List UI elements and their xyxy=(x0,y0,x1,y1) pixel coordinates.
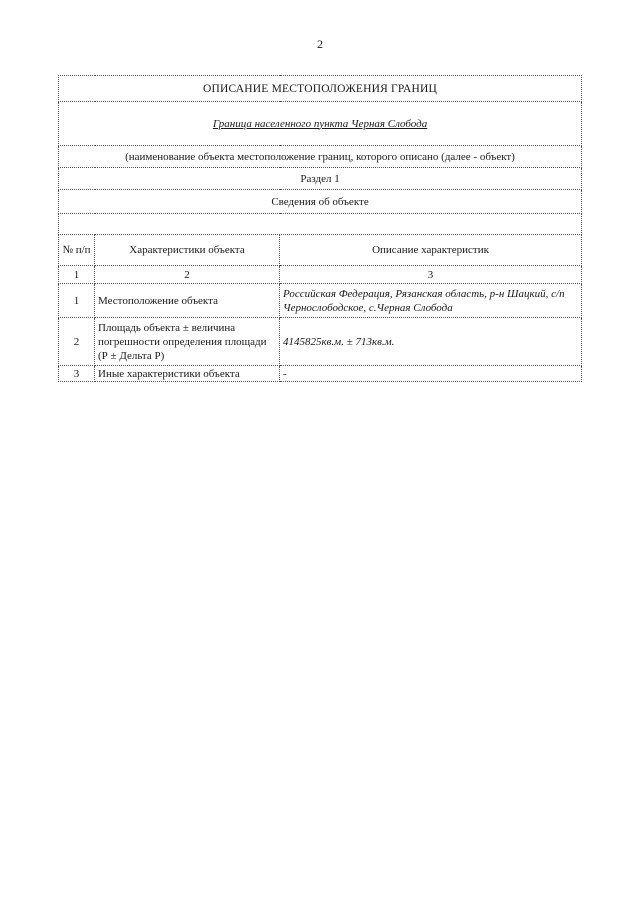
row-characteristic: Местоположение объекта xyxy=(95,284,280,318)
row-characteristic: Иные характеристики объекта xyxy=(95,366,280,382)
object-name-cell xyxy=(59,102,582,146)
table-row xyxy=(59,284,582,318)
table-row xyxy=(59,318,582,366)
boundary-description-table xyxy=(58,75,582,382)
section-title: Сведения об объекте xyxy=(59,190,582,214)
section-label: Раздел 1 xyxy=(59,168,582,190)
column-number-2: 2 xyxy=(95,266,280,284)
object-name: Граница населенного пункта Черная Слобода xyxy=(212,117,428,130)
row-number: 1 xyxy=(59,284,95,318)
row-description: Российская Федерация, Рязанская область, р-н Шацкий, с/п Чернослободское, с.Черная Слобода xyxy=(280,284,582,318)
row-number: 2 xyxy=(59,318,95,366)
row-characteristic: Площадь объекта ± величина погрешности определения площади (Р ± Дельта Р) xyxy=(95,318,280,366)
column-number-3: 3 xyxy=(280,266,582,284)
row-number: 3 xyxy=(59,366,95,382)
object-name-caption: (наименование объекта местоположение границ, которого описано (далее - объект) xyxy=(59,146,582,168)
row-description: 4145825кв.м. ± 713кв.м. xyxy=(280,318,582,366)
table-row xyxy=(59,366,582,382)
header-number: № п/п xyxy=(59,235,95,266)
row-description: - xyxy=(280,366,582,382)
blank-row xyxy=(59,214,582,235)
header-characteristic: Характеристики объекта xyxy=(95,235,280,266)
document-title: ОПИСАНИЕ МЕСТОПОЛОЖЕНИЯ ГРАНИЦ xyxy=(59,76,582,102)
header-description: Описание характеристик xyxy=(280,235,582,266)
page-number: 2 xyxy=(317,37,323,51)
column-number-1: 1 xyxy=(59,266,95,284)
